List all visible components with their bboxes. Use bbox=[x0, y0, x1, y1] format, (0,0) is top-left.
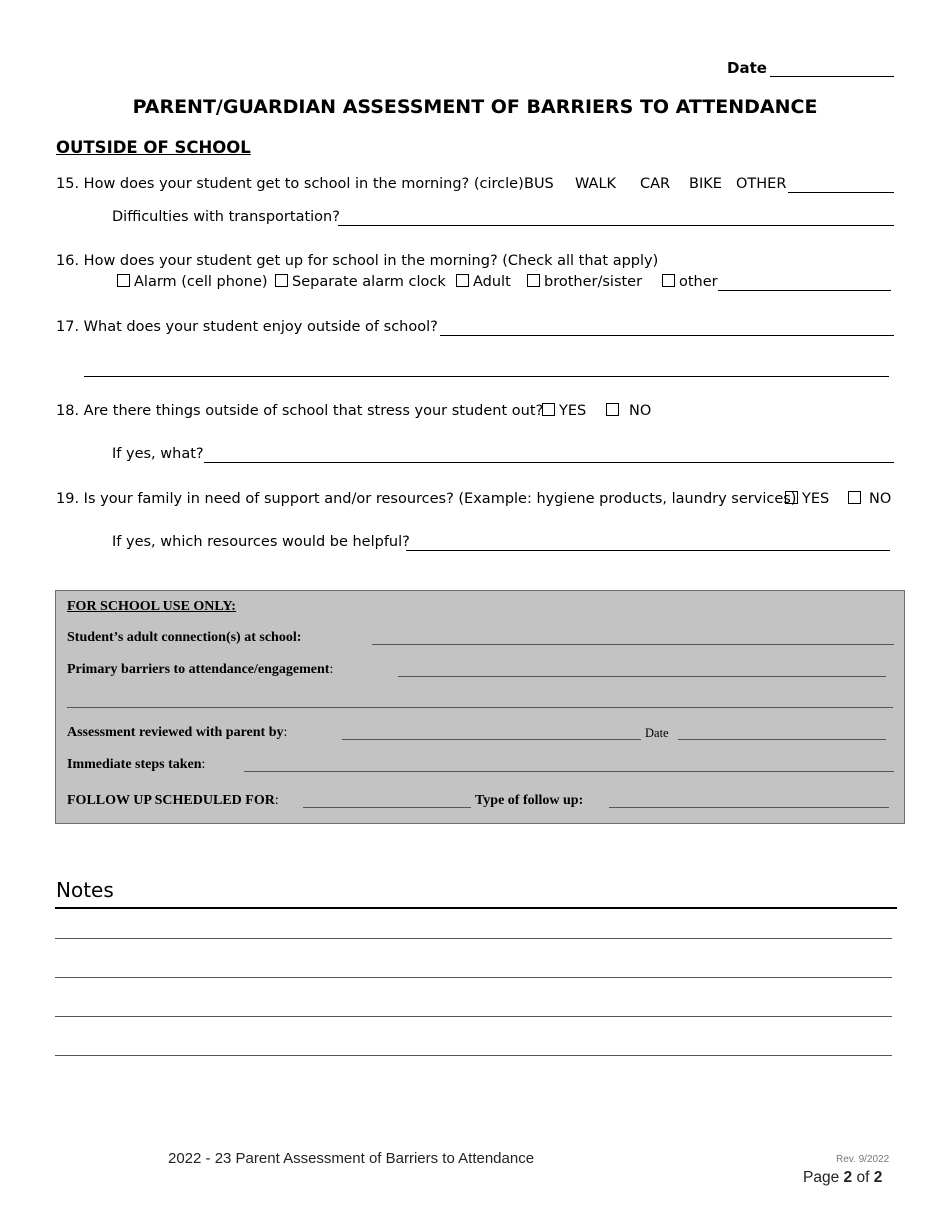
type-follow-up-label: Type of follow up: bbox=[475, 793, 584, 808]
option-walk[interactable]: WALK bbox=[575, 176, 617, 192]
immediate-steps-label: Immediate steps taken: bbox=[67, 757, 206, 772]
immediate-steps-field[interactable] bbox=[244, 771, 894, 772]
q16-question: 16. How does your student get up for school in the morning? (Check all that apply) bbox=[56, 253, 659, 269]
footer-title: 2022 - 23 Parent Assessment of Barriers to Attendance bbox=[168, 1150, 535, 1167]
page-number: Page 2 of 2 bbox=[803, 1169, 883, 1186]
checkbox-icon[interactable] bbox=[785, 491, 798, 504]
checkbox-icon[interactable] bbox=[527, 274, 540, 287]
q16-option-alarm-clock[interactable]: Separate alarm clock bbox=[275, 274, 446, 290]
adult-connection-field[interactable] bbox=[372, 644, 894, 645]
q17-field-1[interactable] bbox=[440, 335, 894, 336]
adult-connection-label: Student’s adult connection(s) at school: bbox=[67, 630, 302, 645]
q17-question: 17. What does your student enjoy outside of school? bbox=[56, 319, 438, 335]
reviewed-by-label: Assessment reviewed with parent by: bbox=[67, 725, 288, 740]
q19-question: 19. Is your family in need of support and/or resources? (Example: hygiene products, laundry services) bbox=[56, 491, 797, 507]
checkbox-icon[interactable] bbox=[117, 274, 130, 287]
option-other[interactable]: OTHER bbox=[736, 176, 787, 192]
notes-title: Notes bbox=[56, 878, 114, 902]
school-use-box bbox=[55, 590, 905, 824]
school-use-heading: FOR SCHOOL USE ONLY: bbox=[67, 599, 236, 614]
q16-option-adult[interactable]: Adult bbox=[456, 274, 511, 290]
option-bike[interactable]: BIKE bbox=[689, 176, 722, 192]
q15-other-field[interactable] bbox=[788, 192, 894, 193]
follow-up-for-label: FOLLOW UP SCHEDULED FOR: bbox=[67, 793, 279, 808]
q19-followup-label: If yes, which resources would be helpful? bbox=[112, 534, 410, 550]
q18-question: 18. Are there things outside of school that stress your student out? bbox=[56, 403, 544, 419]
q15-followup-field[interactable] bbox=[338, 225, 894, 226]
checkbox-icon[interactable] bbox=[848, 491, 861, 504]
q16-option-alarm-phone[interactable]: Alarm (cell phone) bbox=[117, 274, 268, 290]
type-follow-up-field[interactable] bbox=[609, 807, 889, 808]
reviewed-by-field[interactable] bbox=[342, 739, 641, 740]
review-date-label: Date bbox=[645, 726, 669, 740]
checkbox-icon[interactable] bbox=[456, 274, 469, 287]
q18-followup-label: If yes, what? bbox=[112, 446, 204, 462]
q18-followup-field[interactable] bbox=[204, 462, 894, 463]
q16-option-other[interactable]: other bbox=[662, 274, 718, 290]
q19-followup-field[interactable] bbox=[406, 550, 890, 551]
option-bus[interactable]: BUS bbox=[524, 176, 554, 192]
date-label: Date bbox=[727, 59, 767, 77]
section-heading: OUTSIDE OF SCHOOL bbox=[56, 138, 251, 157]
option-car[interactable]: CAR bbox=[640, 176, 671, 192]
follow-up-for-field[interactable] bbox=[303, 807, 471, 808]
checkbox-icon[interactable] bbox=[662, 274, 675, 287]
date-field[interactable] bbox=[770, 76, 894, 77]
q16-other-field[interactable] bbox=[718, 290, 891, 291]
q16-option-sibling[interactable]: brother/sister bbox=[527, 274, 642, 290]
notes-line-1[interactable] bbox=[55, 938, 892, 939]
primary-barriers-field-1[interactable] bbox=[398, 676, 886, 677]
q15-question: 15. How does your student get to school in the morning? (circle) bbox=[56, 176, 524, 192]
primary-barriers-field-2[interactable] bbox=[67, 707, 893, 708]
q18-no-option[interactable]: NO bbox=[606, 403, 651, 419]
q15-followup-label: Difficulties with transportation? bbox=[112, 209, 340, 225]
checkbox-icon[interactable] bbox=[542, 403, 555, 416]
revision-label: Rev. 9/2022 bbox=[836, 1154, 890, 1165]
q18-yes-option[interactable]: YES bbox=[542, 403, 586, 419]
primary-barriers-label: Primary barriers to attendance/engagement: bbox=[67, 662, 334, 677]
review-date-field[interactable] bbox=[678, 739, 886, 740]
notes-divider bbox=[55, 907, 897, 909]
page-title: PARENT/GUARDIAN ASSESSMENT OF BARRIERS TO ATTENDANCE bbox=[132, 96, 818, 118]
q19-yes-option[interactable]: YES bbox=[785, 491, 829, 507]
notes-line-4[interactable] bbox=[55, 1055, 892, 1056]
notes-line-3[interactable] bbox=[55, 1016, 892, 1017]
checkbox-icon[interactable] bbox=[275, 274, 288, 287]
q19-no-option[interactable]: NO bbox=[848, 491, 891, 507]
checkbox-icon[interactable] bbox=[606, 403, 619, 416]
notes-line-2[interactable] bbox=[55, 977, 892, 978]
q17-field-2[interactable] bbox=[84, 376, 889, 377]
